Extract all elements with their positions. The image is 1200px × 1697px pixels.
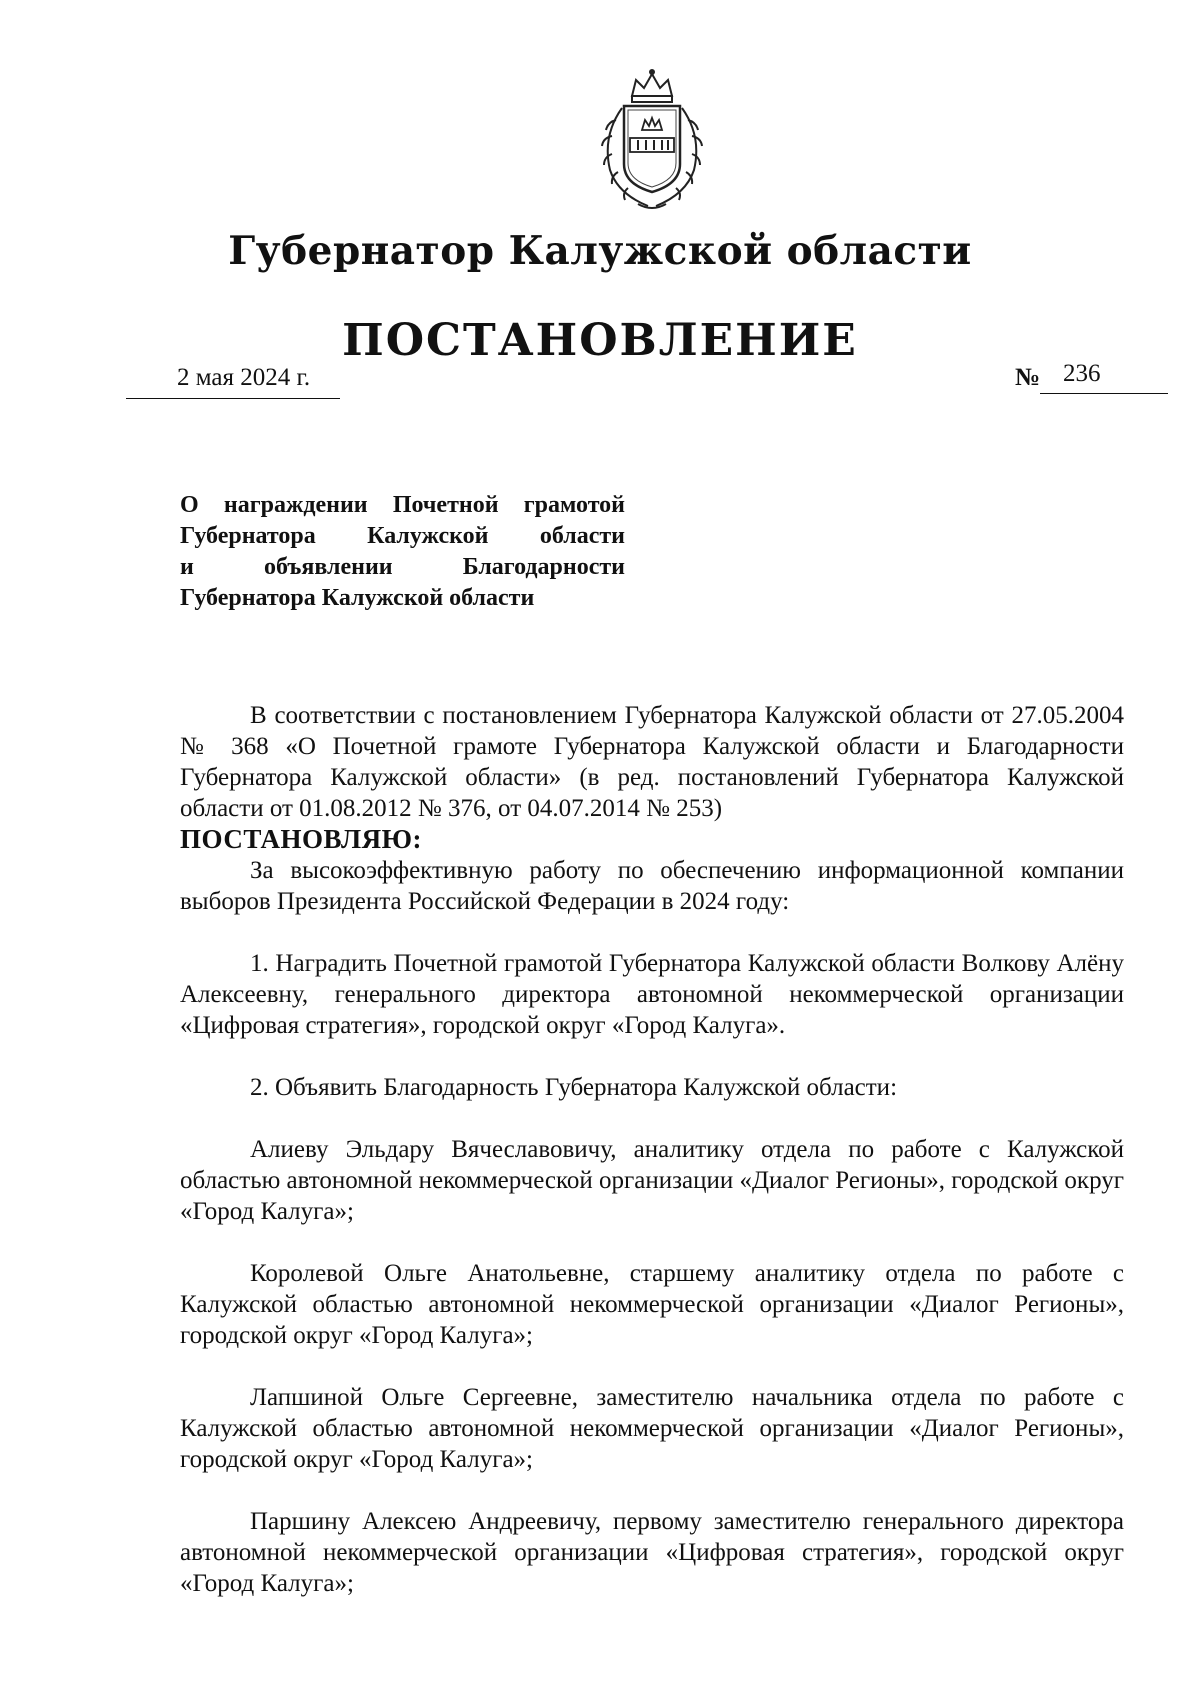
recipient-paragraph: Алиеву Эльдару Вячеславовичу, аналитику отдела по работе с Калужской областью автономной некоммерческой организации «Диалог Регионы», городской округ «Город Калуга»; [180,1136,1124,1225]
subject-line: Губернатора Калужской области [180,585,535,611]
document-body [180,700,1124,1599]
issuing-authority: Губернатор Калужской области [228,228,972,274]
subject-line: и объявлении Благодарности [180,554,625,580]
document-date: 2 мая 2024 г. [177,364,311,391]
recipient-paragraph: Лапшиной Ольге Сергеевне, заместителю начальника отдела по работе с Калужской областью автономной некоммерческой организации «Диалог Регионы», городской округ «Город Калуга»; [180,1384,1124,1473]
coat-of-arms-icon [588,66,716,216]
subject-line: Губернатора Калужской области [180,523,625,549]
recipient-paragraph: Королевой Ольге Анатольевне, старшему аналитику отдела по работе с Калужской областью автономной некоммерческой организации «Диалог Регионы», городской округ «Город Калуга»; [180,1260,1124,1349]
document-subject [180,490,625,614]
recipient-paragraph: Паршину Алексею Андреевичу, первому заместителю генерального директора автономной некоммерческой организации «Цифровая стратегия», городской округ «Город Калуга»; [180,1508,1124,1597]
date-underline [126,398,340,399]
reason-paragraph: За высокоэффективную работу по обеспечению информационной компании выборов Президента Российской Федерации в 2024 году: [180,857,1124,915]
subject-line: О награждении Почетной грамотой [180,492,625,518]
preamble-paragraph: В соответствии с постановлением Губернатора Калужской области от 27.05.2004 № 368 «О Почетной грамоте Губернатора Калужской области и Благодарности Губернатора Калужской области» (в ред. постановлений Губернатора Калужской области от 01.08.2012 № 376, от 04.07.2014 № 253) [180,702,1124,822]
award-item-2-heading: 2. Объявить Благодарность Губернатора Калужской области: [250,1074,898,1101]
document-number: 236 [1063,360,1101,387]
number-underline [1040,393,1168,394]
document-type-title: ПОСТАНОВЛЕНИЕ [342,315,858,366]
award-item-1: 1. Наградить Почетной грамотой Губернатора Калужской области Волкову Алёну Алексеевну, генерального директора автономной некоммерческой организации «Цифровая стратегия», городской округ «Город Калуга». [180,950,1124,1039]
number-sign: № [1015,364,1041,391]
decree-word: ПОСТАНОВЛЯЮ: [180,824,422,854]
